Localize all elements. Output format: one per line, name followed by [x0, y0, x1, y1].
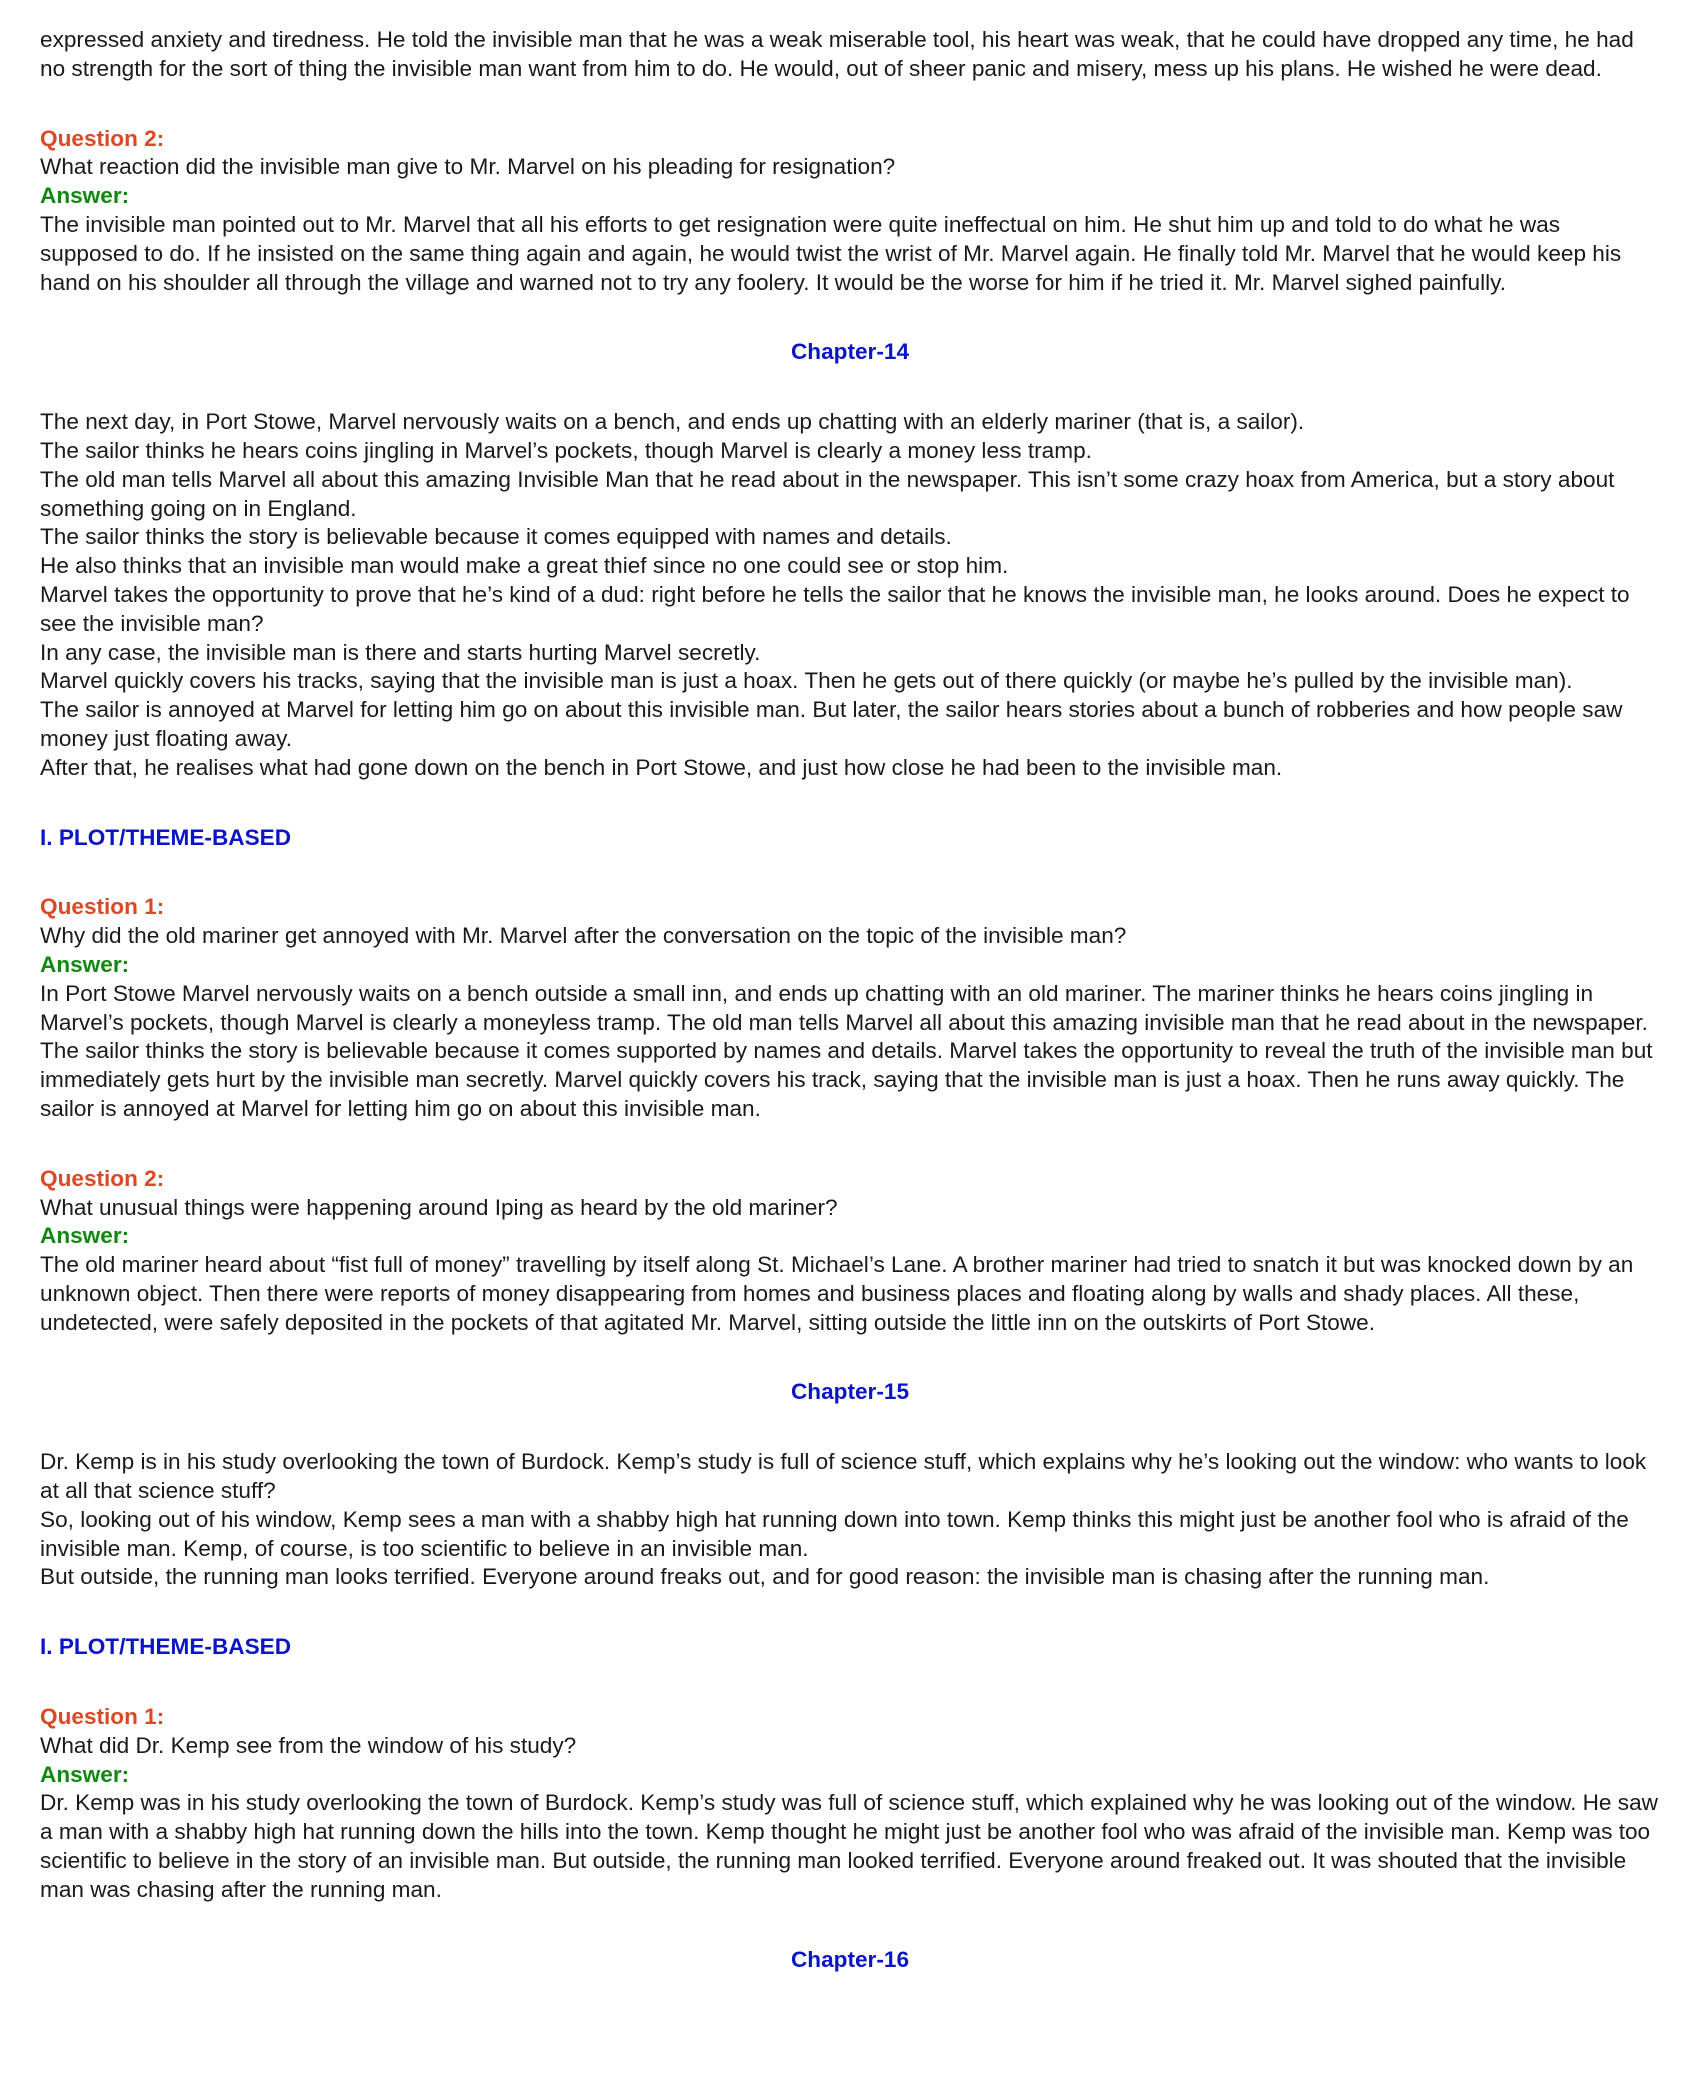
question-label: Question 2: [40, 125, 165, 151]
summary-line: The next day, in Port Stowe, Marvel nervously waits on a bench, and ends up chatting with an elderly mariner (that is, a sailor). [40, 409, 1305, 435]
answer-text: In Port Stowe Marvel nervously waits on a bench outside a small inn, and ends up chatting with an old mariner. The mariner thinks he hears coins jingling in Marvel’s pockets, though Marvel is clearly a moneyless tramp. The old man tells Marvel all about this amazing invisible man that he read about in the newspaper. The sailor thinks the story is believable because it comes supported by names and details. Marvel takes the opportunity to reveal the truth of the invisible man but immediately gets hurt by the invisible man secretly. Marvel quickly covers his track, saying that the invisible man is just a hoax. Then he runs away quickly. The sailor is annoyed at Marvel for letting him go on about this invisible man. [40, 980, 1653, 1121]
summary-line: Marvel quickly covers his tracks, saying that the invisible man is just a hoax. Then he gets out of there quickly (or maybe he’s pulled by the invisible man). [40, 668, 1573, 694]
question-text: Why did the old mariner get annoyed with Mr. Marvel after the conversation on the topic of the invisible man? [40, 923, 1127, 949]
summary-line: But outside, the running man looks terrified. Everyone around freaks out, and for good reason: the invisible man is chasing after the running man. [40, 1564, 1490, 1590]
ch13-question-2 [40, 125, 1660, 298]
question-label: Question 2: [40, 1165, 165, 1191]
chapter-16-heading: Chapter-16 [790, 1946, 910, 1972]
summary-line: He also thinks that an invisible man would make a great thief since no one could see or stop him. [40, 553, 1009, 579]
intro-paragraph-block [40, 26, 1660, 84]
chapter-15-section-heading: I. PLOT/THEME-BASED [40, 1634, 292, 1660]
summary-line: Dr. Kemp is in his study overlooking the town of Burdock. Kemp’s study is full of science stuff, which explains why he’s looking out the window: who wants to look at all that science stuff? [40, 1449, 1647, 1504]
summary-line: Marvel takes the opportunity to prove that he’s kind of a dud: right before he tells the sailor that he knows the invisible man, he looks around. Does he expect to see the invisible man? [40, 581, 1630, 636]
answer-label: Answer: [40, 1223, 130, 1249]
summary-line: In any case, the invisible man is there and starts hurting Marvel secretly. [40, 639, 761, 665]
answer-label: Answer: [40, 1761, 130, 1787]
answer-label: Answer: [40, 183, 130, 209]
chapter-15-heading: Chapter-15 [790, 1379, 910, 1405]
summary-line: After that, he realises what had gone down on the bench in Port Stowe, and just how close he had been to the invisible man. [40, 754, 1283, 780]
ch14-question-1 [40, 893, 1660, 1123]
chapter-15-summary [40, 1448, 1660, 1592]
paragraph: expressed anxiety and tiredness. He told the invisible man that he was a weak miserable tool, his heart was weak, that he could have dropped any time, he had no strength for the sort of thing the invisible man want from him to do. He would, out of sheer panic and misery, mess up his plans. He wished he were dead. [40, 27, 1634, 81]
answer-label: Answer: [40, 951, 130, 977]
summary-line: The sailor thinks he hears coins jingling in Marvel’s pockets, though Marvel is clearly a money less tramp. [40, 437, 1092, 463]
question-label: Question 1: [40, 894, 165, 920]
question-text: What did Dr. Kemp see from the window of his study? [40, 1732, 577, 1758]
answer-text: Dr. Kemp was in his study overlooking the town of Burdock. Kemp’s study was full of science stuff, which explained why he was looking out of the window. He saw a man with a shabby high hat running down the hills into the town. Kemp thought he might just be another fool who was afraid of the invisible man. Kemp was too scientific to believe in the story of an invisible man. But outside, the running man looked terrified. Everyone around freaked out. It was shouted that the invisible man was chasing after the running man. [40, 1790, 1658, 1902]
summary-line: The old man tells Marvel all about this amazing Invisible Man that he read about in the newspaper. This isn’t some crazy hoax from America, but a story about something going on in England. [40, 466, 1615, 521]
summary-line: The sailor thinks the story is believable because it comes equipped with names and details. [40, 524, 952, 550]
question-text: What unusual things were happening around Iping as heard by the old mariner? [40, 1194, 838, 1220]
ch15-question-1 [40, 1703, 1660, 1905]
chapter-14-section-heading: I. PLOT/THEME-BASED [40, 824, 292, 850]
answer-text: The invisible man pointed out to Mr. Marvel that all his efforts to get resignation were quite ineffectual on him. He shut him up and told to do what he was supposed to do. If he insisted on the same thing again and again, he would twist the wrist of Mr. Marvel again. He finally told Mr. Marvel that he would keep his hand on his shoulder all through the village and warned not to try any foolery. It would be the worse for him if he tried it. Mr. Marvel sighed painfully. [40, 211, 1622, 295]
ch14-question-2 [40, 1165, 1660, 1338]
chapter-14-heading: Chapter-14 [790, 339, 910, 365]
question-text: What reaction did the invisible man give to Mr. Marvel on his pleading for resignation? [40, 154, 896, 180]
summary-line: So, looking out of his window, Kemp sees a man with a shabby high hat running down into town. Kemp thinks this might just be another fool who is afraid of the invisible man. Kemp, of course, is too scientific to believe in an invisible man. [40, 1506, 1629, 1561]
question-label: Question 1: [40, 1704, 165, 1730]
chapter-14-summary [40, 408, 1660, 782]
answer-text: The old mariner heard about “fist full of money” travelling by itself along St. Michael’s Lane. A brother mariner had tried to snatch it but was knocked down by an unknown object. Then there were reports of money disappearing from homes and business places and floating along by walls and shady places. All these, undetected, were safely deposited in the pockets of that agitated Mr. Marvel, sitting outside the little inn on the outskirts of Port Stowe. [40, 1252, 1634, 1335]
summary-line: The sailor is annoyed at Marvel for letting him go on about this invisible man. But later, the sailor hears stories about a bunch of robberies and how people saw money just floating away. [40, 697, 1623, 751]
